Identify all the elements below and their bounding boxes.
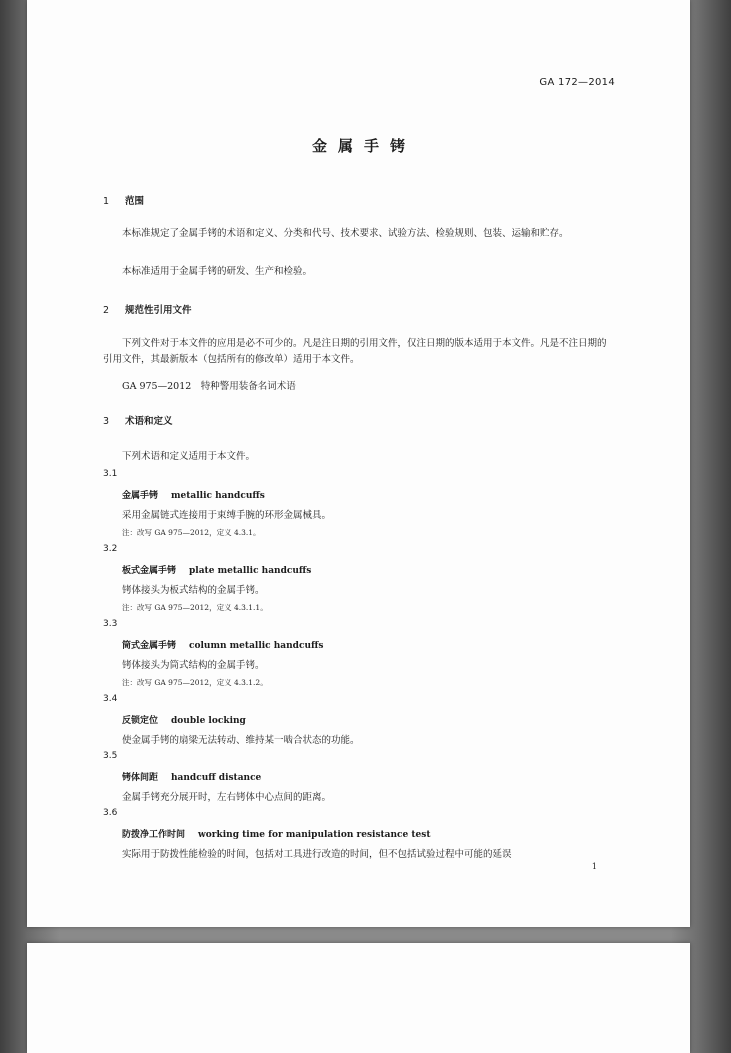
normative-reference: GA 975—2012 特种警用装备名词术语 (122, 381, 296, 392)
clause-number: 3.1 (103, 469, 118, 479)
term-title (122, 563, 311, 576)
term-title (122, 770, 261, 783)
next-page (27, 943, 690, 1053)
section-1-paragraph-1: 本标准规定了金属手铐的术语和定义、分类和代号、技术要求、试验方法、检验规则、包装、运输和贮存。 (122, 228, 569, 239)
term-title (122, 827, 431, 840)
term-en: double locking (171, 716, 246, 726)
term-en: metallic handcuffs (171, 491, 265, 501)
page-number: 1 (591, 862, 597, 871)
term-title (122, 713, 246, 726)
term-definition: 采用金属链式连接用于束缚手腕的环形金属械具。 (122, 510, 332, 521)
standard-number: GA 172—2014 (539, 77, 615, 88)
clause-number: 3.4 (103, 694, 118, 704)
clause-number: 3.6 (103, 808, 118, 818)
section-2-heading (103, 302, 192, 316)
clause-number: 3.3 (103, 619, 118, 629)
term-en: working time for manipulation resistance test (198, 830, 431, 840)
term-title (122, 638, 323, 651)
term-zh: 反锁定位 (122, 716, 159, 726)
term-definition: 金属手铐充分展开时，左右铐体中心点间的距离。 (122, 792, 332, 803)
term-en: column metallic handcuffs (189, 641, 324, 651)
section-1-heading (103, 193, 144, 207)
section-title: 范围 (125, 196, 145, 207)
clause-number: 3.2 (103, 544, 118, 554)
term-note: 注：改写 GA 975—2012，定义 4.3.1.2。 (122, 678, 268, 687)
section-3-heading (103, 413, 173, 427)
term-en: handcuff distance (171, 773, 262, 783)
clause-number: 3.5 (103, 751, 118, 761)
term-en: plate metallic handcuffs (189, 566, 312, 576)
term-zh: 筒式金属手铐 (122, 641, 177, 651)
term-note: 注：改写 GA 975—2012，定义 4.3.1.1。 (122, 603, 268, 612)
section-number: 2 (103, 305, 110, 316)
term-definition: 使金属手铐的扇梁无法转动、维持某一啮合状态的功能。 (122, 735, 360, 746)
term-zh: 板式金属手铐 (122, 566, 177, 576)
term-definition: 实际用于防拨性能检验的时间，包括对工具进行改造的时间，但不包括试验过程中可能的延误 (122, 849, 512, 860)
section-1-paragraph-2: 本标准适用于金属手铐的研发、生产和检验。 (122, 266, 313, 277)
document-page (27, 0, 690, 927)
document-title: 金属手铐 (311, 137, 416, 155)
term-note: 注：改写 GA 975—2012，定义 4.3.1。 (122, 528, 261, 537)
term-zh: 防拨净工作时间 (122, 830, 186, 840)
term-zh: 金属手铐 (122, 491, 159, 501)
term-title (122, 488, 265, 501)
section-title: 术语和定义 (125, 416, 173, 427)
term-definition: 铐体接头为筒式结构的金属手铐。 (122, 660, 265, 671)
section-number: 1 (103, 196, 110, 207)
section-number: 3 (103, 416, 110, 427)
section-3-intro: 下列术语和定义适用于本文件。 (122, 451, 256, 462)
section-title: 规范性引用文件 (125, 305, 192, 316)
section-2-paragraph-1: 下列文件对于本文件的应用是必不可少的。凡是注日期的引用文件，仅注日期的版本适用于本文件。凡是不注日期的引用文件，其最新版本（包括所有的修改单）适用于本文件。 (103, 338, 607, 365)
term-definition: 铐体接头为板式结构的金属手铐。 (122, 585, 265, 596)
term-zh: 铐体间距 (122, 773, 159, 783)
